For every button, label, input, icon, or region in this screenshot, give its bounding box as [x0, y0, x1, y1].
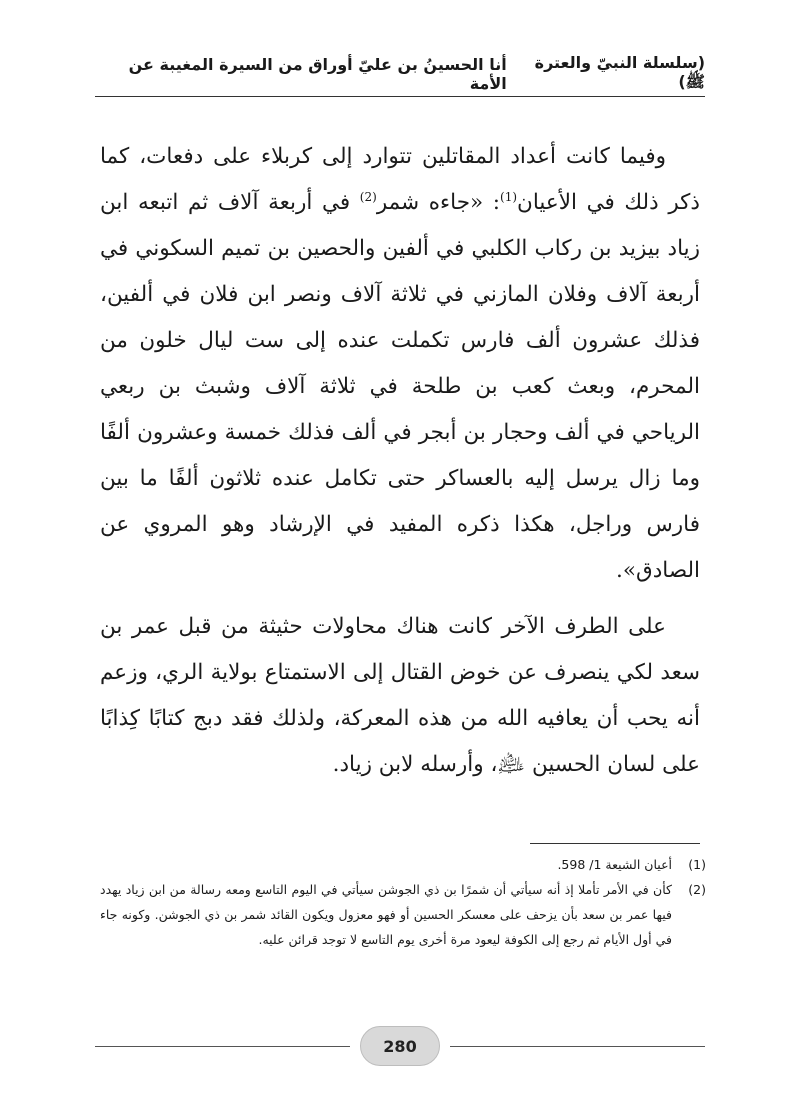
paragraph-1-text-a: وفيما كانت أعداد المقاتلين تتوارد إلى كربلاء على دفعات، كما ذكر ذلك في الأعيان	[100, 144, 700, 215]
main-text	[100, 134, 700, 788]
footnote-ref-2[interactable]: (2)	[359, 189, 377, 204]
footnote-text: كأن في الأمر تأملا إذ أنه سيأتي أن شمرًا بن ذي الجوشن سيأتي في اليوم التاسع ومعه رسالة من ابن زياد يهدد فيها عمر بن سعد بأن يزحف على معسكر الحسين أو فهو معزول ويكون القائد شمر بن ذي الجوشن. وكونه جاء في أول الأيام ثم رجع إلى الكوفة ليعود مرة أخرى يوم التاسع لا توجد قرائن عليه.	[100, 882, 672, 947]
footnote-divider	[530, 843, 700, 844]
footer-line-left	[95, 1046, 350, 1047]
book-title: أنا الحسينُ بن عليّ أوراق من السيرة المغيبة عن الأمة	[128, 55, 507, 93]
footnote-text: أعيان الشيعة 1/ 598.	[557, 857, 672, 872]
paragraph-1	[100, 134, 700, 594]
header-divider	[95, 96, 705, 97]
paragraph-1-text-c: في أربعة آلاف ثم اتبعه ابن زياد بيزيد بن ركاب الكلبي في ألفين والحصين بن تميم السكوني في أربعة آلاف وفلان المازني في ثلاثة آلاف ونصر ابن فلان في ألفين، فذلك عشرون ألف فارس تكملت عنده إلى ست ليال خلون من المحرم، وبعث كعب بن طلحة في ثلاثة آلاف وشبث بن ربعي الرياحي في ألف وحجار بن أبجر في ألف فذلك خمسة وعشرون ألفًا وما زال يرسل إليه بالعساكر حتى تكامل عنده ثلاثون ألفًا ما بين فارس وراجل، هكذا ذكره المفيد في الإرشاد وهو المروي عن الصادق».	[100, 190, 700, 583]
footnote-item	[100, 852, 706, 877]
footnote-item	[100, 877, 706, 952]
page-number: 280	[360, 1026, 440, 1066]
series-title: (سلسلة النبيّ والعترة ﷺ)	[534, 53, 705, 91]
footnotes	[100, 852, 706, 952]
running-header	[95, 53, 705, 93]
paragraph-2: على الطرف الآخر كانت هناك محاولات حثيثة من قبل عمر بن سعد لكي ينصرف عن خوض القتال إلى الاستمتاع بولاية الري، وزعم أنه يحب أن يعافيه الله من هذه المعركة، ولذلك فقد دبج كتابًا كِذابًا على لسان الحسين ﵇، وأرسله لابن زياد.	[100, 614, 700, 777]
footnote-ref-1[interactable]: (1)	[500, 189, 518, 204]
page-footer	[95, 1026, 705, 1066]
paragraph-1-text-b: : «جاءه شمر	[376, 190, 501, 215]
footnote-number: (2)	[688, 882, 706, 897]
footnote-number: (1)	[688, 857, 706, 872]
footer-line-right	[450, 1046, 705, 1047]
